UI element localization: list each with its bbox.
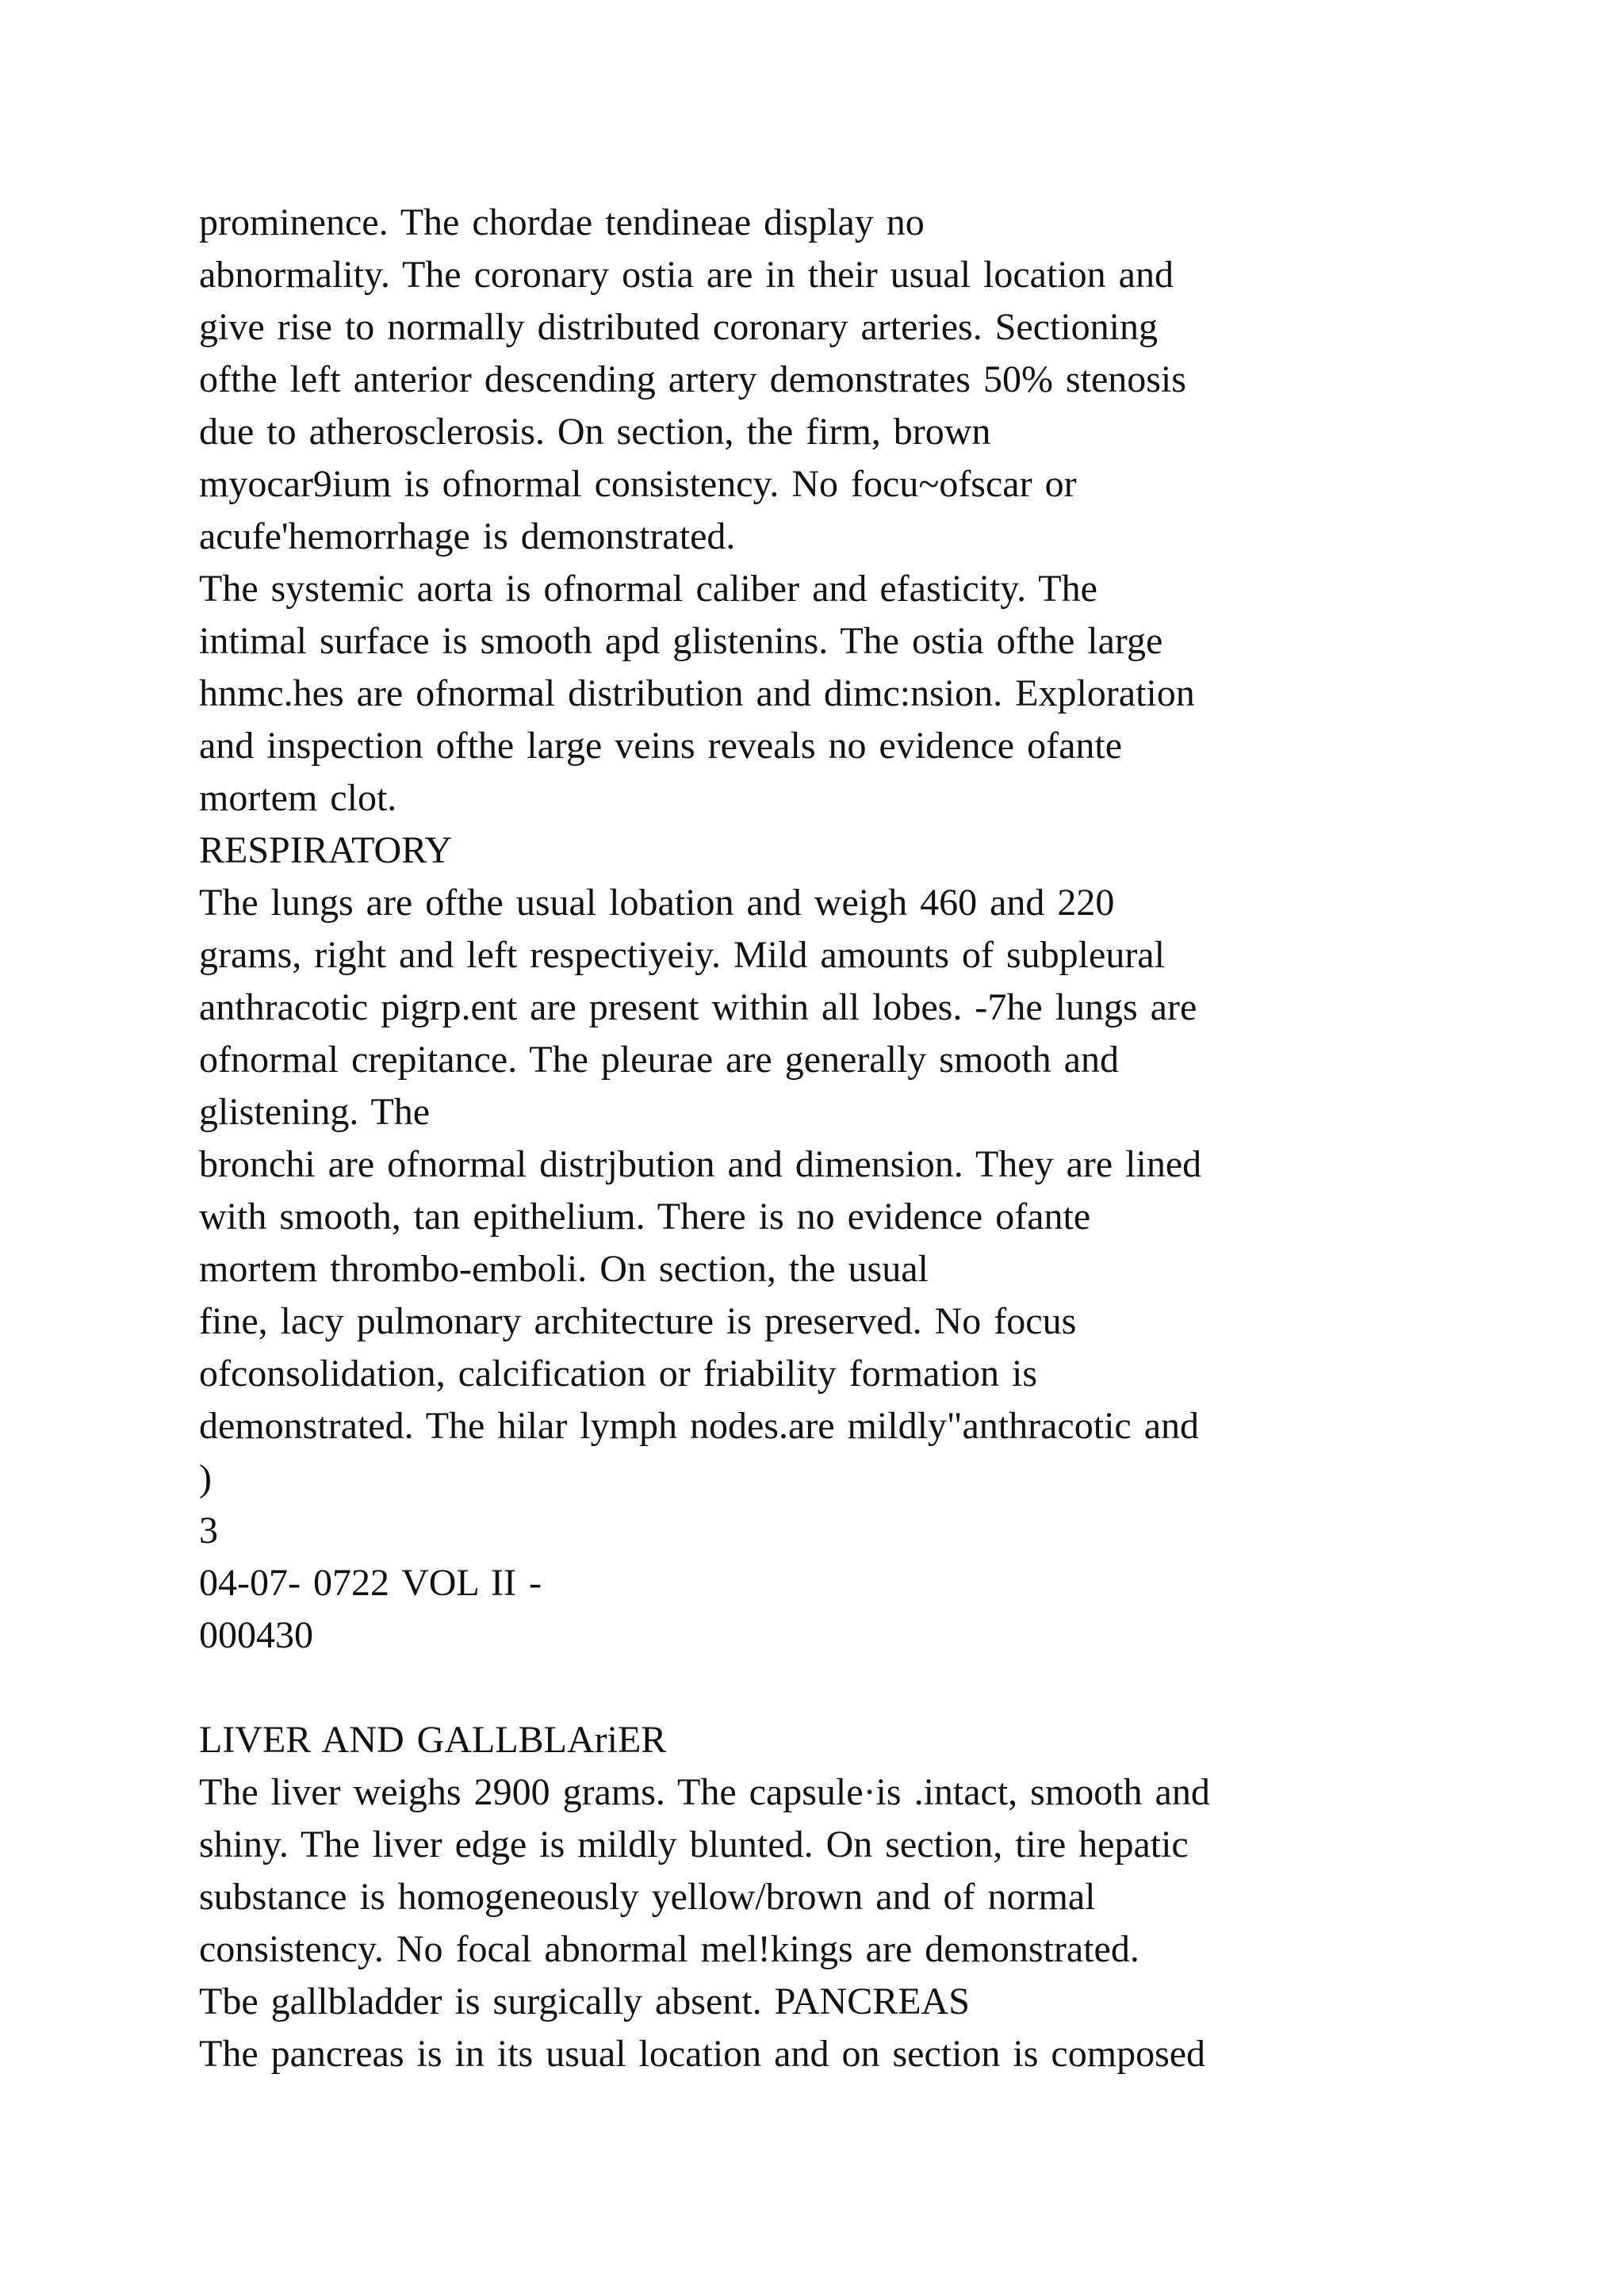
- document-text: [199, 197, 1507, 2080]
- text-line: ofnormal crepitance. The pleurae are generally smooth and: [199, 1039, 1119, 1081]
- text-line: intimal surface is smooth apd glistenins. The ostia ofthe large: [199, 620, 1163, 662]
- text-line: The liver weighs 2900 grams. The capsule·is .intact, smooth and: [199, 1771, 1210, 1813]
- text-line: fine, lacy pulmonary architecture is preserved. No focus: [199, 1300, 1077, 1342]
- text-line: myocar9ium is ofnormal consistency. No focu~ofscar or: [199, 463, 1077, 505]
- text-line: Tbe gallbladder is surgically absent. PANCREAS: [199, 1980, 970, 2022]
- text-line: anthracotic pigrp.ent are present within all lobes. -7he lungs are: [199, 986, 1197, 1028]
- text-line: shiny. The liver edge is mildly blunted. On section, tire hepatic: [199, 1823, 1189, 1866]
- text-line: abnormality. The coronary ostia are in their usual location and: [199, 254, 1174, 296]
- text-line: bronchi are ofnormal distrjbution and dimension. They are lined: [199, 1143, 1202, 1185]
- text-line: ): [199, 1457, 212, 1499]
- text-line: The systemic aorta is ofnormal caliber and efasticity. The: [199, 568, 1097, 610]
- text-line: grams, right and left respectiyeiy. Mild amounts of subpleural: [199, 934, 1165, 976]
- section-heading-liver: LIVER AND GALLBLAriER: [199, 1719, 667, 1761]
- text-line: consistency. No focal abnormal mel!kings are demonstrated.: [199, 1928, 1139, 1970]
- text-line: ofconsolidation, calcification or friability formation is: [199, 1353, 1038, 1395]
- section-heading-respiratory: RESPIRATORY: [199, 829, 453, 871]
- text-line: demonstrated. The hilar lymph nodes.are mildly"anthracotic and: [199, 1405, 1200, 1447]
- text-line: hnmc.hes are ofnormal distribution and dimc:nsion. Exploration: [199, 672, 1195, 714]
- text-line: and inspection ofthe large veins reveals no evidence ofante: [199, 725, 1123, 767]
- document-reference: 04-07- 0722 VOL II -: [199, 1562, 542, 1604]
- text-line: The lungs are ofthe usual lobation and weigh 460 and 220: [199, 882, 1115, 924]
- text-line: give rise to normally distributed coronary arteries. Sectioning: [199, 306, 1159, 348]
- text-line: prominence. The chordae tendineae display no: [199, 201, 925, 243]
- text-line: glistening. The: [199, 1091, 431, 1133]
- text-line: mortem clot.: [199, 777, 397, 819]
- document-reference-number: 000430: [199, 1614, 313, 1656]
- blank-line: [199, 1662, 1507, 1714]
- page-number: 3: [199, 1510, 218, 1552]
- text-line: acufe'hemorrhage is demonstrated.: [199, 515, 736, 557]
- text-line: due to atherosclerosis. On section, the firm, brown: [199, 411, 991, 453]
- text-line: mortem thrombo-emboli. On section, the usual: [199, 1248, 929, 1290]
- text-line: The pancreas is in its usual location and on section is composed: [199, 2033, 1206, 2075]
- text-line: with smooth, tan epithelium. There is no evidence ofante: [199, 1196, 1091, 1238]
- text-line: ofthe left anterior descending artery demonstrates 50% stenosis: [199, 358, 1186, 400]
- text-line: substance is homogeneously yellow/brown and of normal: [199, 1876, 1096, 1918]
